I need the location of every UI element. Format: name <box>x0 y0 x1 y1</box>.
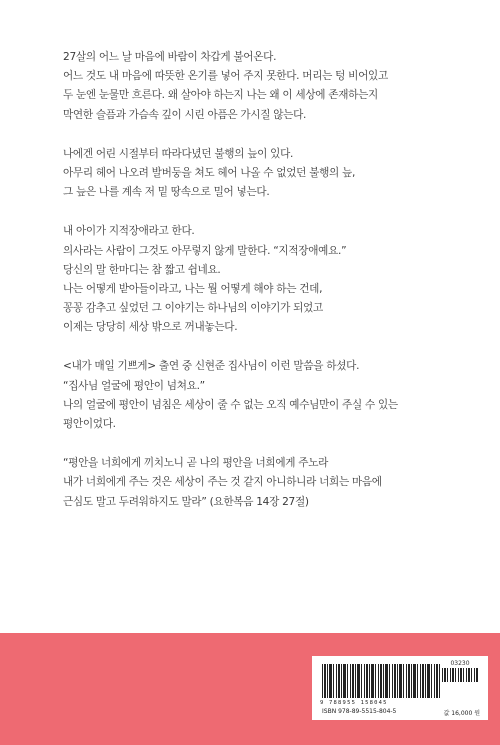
paragraph-5 <box>63 454 453 512</box>
text-line: 나의 얼굴에 평안이 넘침은 세상이 줄 수 없는 오직 예수님만이 주실 수 있는 <box>63 398 398 411</box>
text-line: 막연한 슬픔과 가슴속 깊이 시린 아픔은 가시질 않는다. <box>63 108 307 121</box>
text-line: “평안을 너희에게 끼치노니 곧 나의 평안을 너희에게 주노라 <box>63 457 329 470</box>
barcode-digits: 9 788955 158045 <box>320 700 388 706</box>
text-line: 근심도 말고 두려워하지도 말라” (요한복음 14장 27절) <box>63 495 309 508</box>
addon-number: 03230 <box>450 660 470 667</box>
text-line: 이제는 당당히 세상 밖으로 꺼내놓는다. <box>63 321 238 334</box>
text-line: 27살의 어느 날 마음에 바람이 차갑게 불어온다. <box>63 51 277 63</box>
text-line: <내가 매일 기쁘게> 출연 중 신현준 집사님이 이런 말씀을 하셨다. <box>63 360 360 373</box>
isbn-label: ISBN 978-89-5515-804-5 <box>322 708 397 715</box>
text-line: 나에겐 어린 시절부터 따라다녔던 불행의 늪이 있다. <box>63 147 294 160</box>
addon-barcode <box>442 660 478 682</box>
paragraph-2 <box>63 145 453 203</box>
paragraph-3 <box>63 222 453 337</box>
text-line: 어느 것도 내 마음에 따뜻한 온기를 넣어 주지 못한다. 머리는 텅 비어있고 <box>63 70 388 83</box>
text-line: 내가 너희에게 주는 것은 세상이 주는 것 같지 아니하니라 너희는 마음에 <box>63 476 382 489</box>
text-line: 나는 어떻게 받아들이라고, 나는 뭘 어떻게 해야 하는 건데, <box>63 282 323 295</box>
back-cover-text <box>63 48 453 532</box>
text-line: 의사라는 사람이 그것도 아무렇지 않게 말한다. “지적장애예요.” <box>63 244 347 257</box>
text-line: 두 눈엔 눈물만 흐른다. 왜 살아야 하는지 나는 왜 이 세상에 존재하는지 <box>63 89 378 102</box>
text-line: 평안이었다. <box>63 418 116 430</box>
price-label: 값 16,000 원 <box>443 710 480 717</box>
text-line: 내 아이가 지적장애라고 한다. <box>63 225 195 238</box>
text-line: 그 늪은 나를 계속 저 밑 땅속으로 밀어 넣는다. <box>63 186 270 199</box>
text-line: 아무리 헤어 나오려 발버둥을 쳐도 헤어 나올 수 없었던 불행의 늪, <box>63 166 356 179</box>
text-line: “집사님 얼굴에 평안이 넘쳐요.” <box>63 379 205 392</box>
text-line: 꽁꽁 감추고 싶었던 그 이야기는 하나님의 이야기가 되었고 <box>63 302 323 315</box>
barcode-box <box>312 656 488 720</box>
paragraph-4 <box>63 357 453 434</box>
paragraph-1 <box>63 48 453 125</box>
text-line: 당신의 말 한마디는 참 짧고 쉽네요. <box>63 263 221 276</box>
barcode-bars <box>322 664 440 698</box>
addon-bars <box>442 668 478 682</box>
